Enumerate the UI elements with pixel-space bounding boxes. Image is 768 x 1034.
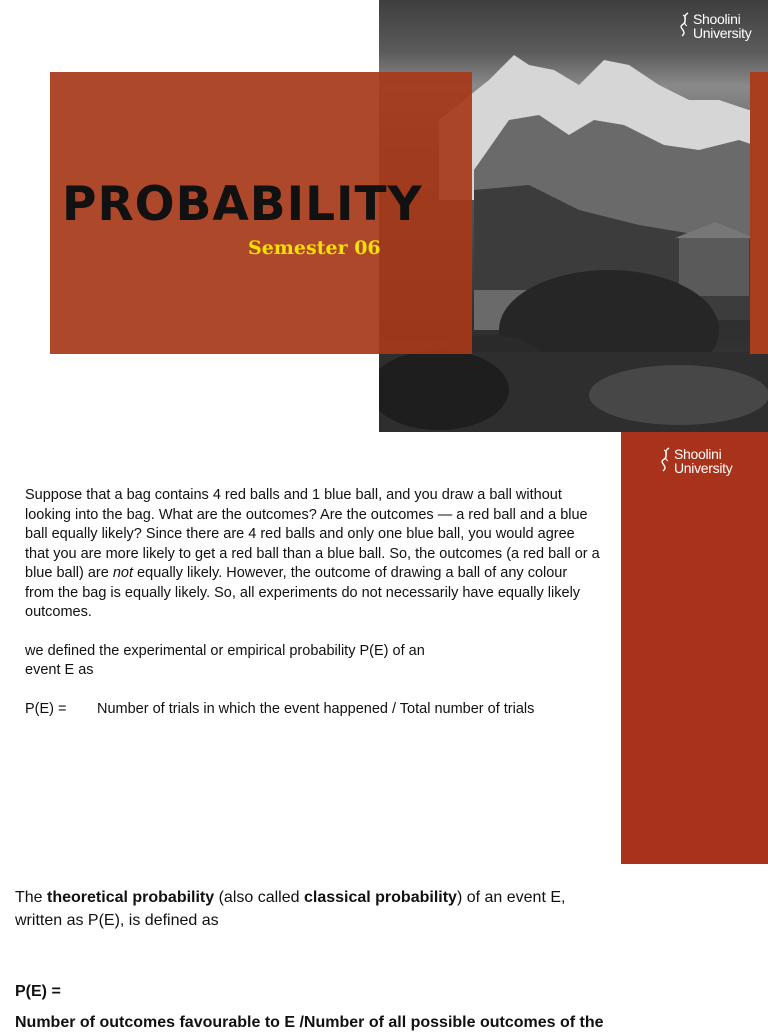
slide-title: PROBABILITY [62,177,423,232]
university-logo [679,12,751,40]
slide-subtitle: Semester 06 [248,237,381,259]
text-run: ) of an event E, [456,889,566,906]
term-theoretical: theoretical probability [47,889,215,906]
paragraph-theoretical [15,886,755,932]
text-run: The [15,889,48,906]
title-block [50,72,472,354]
university-logo [660,447,732,475]
definition-slide [0,864,768,1031]
logo-line1: Shoolini [674,446,722,462]
helix-logo-icon [679,12,691,38]
logo-line2: University [674,460,733,476]
logo-line1: Shoolini [693,11,741,27]
sidebar-panel [621,432,768,864]
content-slide [0,432,768,864]
theoretical-formula-lhs: P(E) = [15,983,61,1000]
empirical-formula [25,700,600,720]
text-run: equally likely. However, the outcome of drawing a ball of any colour from the bag is equally likely. So, all experiments do not necessarily have equally likely outcomes. [25,565,581,620]
text-run: written as P(E), is defined as [15,912,219,929]
text-run: we defined the experimental or empirical probability P(E) of an [25,642,425,659]
theoretical-formula-rhs: Number of outcomes favourable to E /Number of all possible outcomes of the [15,1014,604,1031]
helix-logo-icon [660,447,672,473]
emphasis: not [112,565,134,581]
paragraph-empirical [25,642,600,681]
accent-band [750,72,768,354]
formula-lhs: P(E) = [25,700,67,717]
logo-line2: University [693,25,752,41]
title-slide [0,0,768,432]
paragraph-bag-example [25,486,600,623]
text-run: (also called [214,889,304,906]
text-run: Suppose that a bag contains 4 red balls and 1 blue ball, and you draw a ball without looking into the bag. What are the outcomes? Are the outcomes — a red ball and a blue ball equally likely? Since there are 4 red balls and only one blue ball, you would agree that you are more likely to get a red ball than a blue ball. So, the outcomes (a red ball or a blue ball) are [25,487,600,581]
definition-text [15,886,755,1034]
text-run: event E as [25,662,94,678]
body-text [25,486,600,719]
formula-rhs: Number of trials in which the event happened / Total number of trials [97,700,535,717]
term-classical: classical probability [303,889,457,906]
